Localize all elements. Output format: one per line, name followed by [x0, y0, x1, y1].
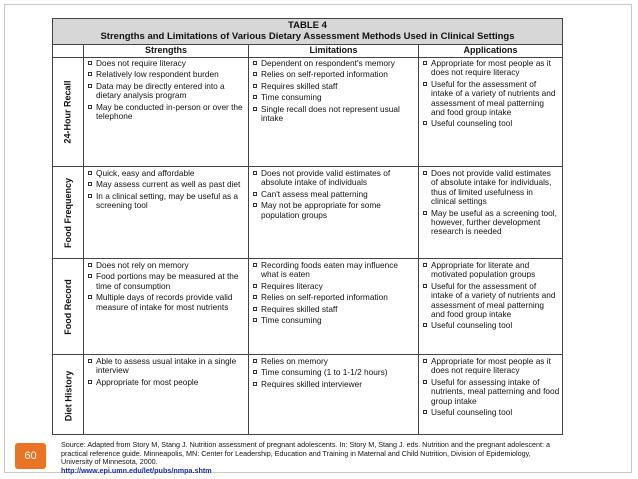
- bullet-item: Recording foods eaten may influence what is eaten: [252, 261, 415, 280]
- column-header-strengths: Strengths: [144, 45, 187, 55]
- bullet-item: Useful counseling tool: [422, 119, 560, 128]
- bullet-item: Useful counseling tool: [422, 408, 560, 417]
- bullet-item: Appropriate for most people as it does not require literacy: [422, 59, 560, 78]
- bullet-item: Useful counseling tool: [422, 321, 560, 330]
- source-link[interactable]: http://www.epi.umn.edu/let/pubs/nmpa.shtm: [61, 465, 212, 475]
- cell-strengths: [87, 357, 245, 389]
- bullet-item: Requires skilled interviewer: [252, 380, 415, 389]
- column-header-applications: Applications: [463, 45, 518, 55]
- bullet-item: Relies on self-reported information: [252, 70, 415, 79]
- bullet-item: Appropriate for most people: [87, 378, 245, 387]
- bullet-item: Relatively low respondent burden: [87, 70, 245, 79]
- row-label-text: Food Frequency: [63, 177, 74, 248]
- bullet-item: Dependent on respondent's memory: [252, 59, 415, 68]
- table-title: TABLE 4: [288, 20, 327, 31]
- cell-limitations: [252, 357, 415, 391]
- assessment-table: [52, 18, 563, 435]
- bullet-item: Does not rely on memory: [87, 261, 245, 270]
- cell-applications: [422, 357, 560, 419]
- bullet-item: Time consuming: [252, 93, 415, 102]
- bullet-item: Relies on memory: [252, 357, 415, 366]
- row-label-text: Diet History: [63, 370, 74, 421]
- bullet-item: Requires skilled staff: [252, 82, 415, 91]
- row-label: [53, 57, 83, 166]
- page-number-badge: 60: [15, 443, 46, 469]
- column-header-limitations: Limitations: [309, 45, 358, 55]
- cell-limitations: [252, 169, 415, 222]
- table-row: [53, 167, 562, 259]
- source-text: Source: Adapted from Story M, Stang J. Nutrition assessment of pregnant adolescents. In: Story M, Stang J. eds. Nutrition and the pregnant adolescent: a practical reference guide. Minneapolis, MN: Center for Leadership, Education and Training in Maternal and Child Nutrition, Division of Epidemiology, University of Minnesota, 2000.: [61, 440, 551, 467]
- bullet-item: Does not provide valid estimates of absolute intake for individuals, thus of limited usefulness in clinical settings: [422, 169, 560, 207]
- cell-strengths: [87, 59, 245, 123]
- bullet-item: Relies on self-reported information: [252, 293, 415, 302]
- bullet-item: Can't assess meal patterning: [252, 190, 415, 199]
- slide-frame: [4, 4, 632, 473]
- bullet-item: May not be appropriate for some population groups: [252, 201, 415, 220]
- bullet-item: Useful for assessing intake of nutrients, meal patterning and food group intake: [422, 378, 560, 406]
- row-label: [53, 167, 83, 258]
- bullet-item: Appropriate for most people as it does not require literacy: [422, 357, 560, 376]
- source-citation: [61, 441, 561, 475]
- row-label-text: Food Record: [63, 278, 73, 335]
- bullet-item: May assess current as well as past diet: [87, 180, 245, 189]
- table-row: [53, 57, 562, 167]
- bullet-item: Multiple days of records provide valid measure of intake for most nutrients: [87, 293, 245, 312]
- column-divider: [83, 44, 84, 434]
- bullet-item: Single recall does not represent usual intake: [252, 105, 415, 124]
- cell-strengths: [87, 261, 245, 314]
- cell-applications: [422, 59, 560, 131]
- cell-limitations: [252, 59, 415, 125]
- row-label: [53, 355, 83, 436]
- bullet-item: Useful for the assessment of intake of a variety of nutrients and assessment of meal patterning and food group intake: [422, 282, 560, 320]
- column-headers: [53, 44, 562, 58]
- cell-applications: [422, 261, 560, 333]
- cell-limitations: [252, 261, 415, 327]
- table-header: [53, 19, 562, 45]
- column-divider: [418, 44, 419, 434]
- row-label-text: 24-Hour Recall: [63, 79, 73, 144]
- bullet-item: Time consuming (1 to 1-1/2 hours): [252, 368, 415, 377]
- bullet-item: May be conducted in-person or over the telephone: [87, 103, 245, 122]
- bullet-item: Time consuming: [252, 316, 415, 325]
- bullet-item: Data may be directly entered into a dietary analysis program: [87, 82, 245, 101]
- cell-applications: [422, 169, 560, 239]
- bullet-item: Useful for the assessment of intake of a variety of nutrients and assessment of meal patterning and food group intake: [422, 80, 560, 118]
- bullet-item: Requires literacy: [252, 282, 415, 291]
- table-row: [53, 259, 562, 355]
- column-divider: [248, 44, 249, 434]
- table-subtitle: Strengths and Limitations of Various Dietary Assessment Methods Used in Clinical Settings: [100, 31, 515, 42]
- bullet-item: Able to assess usual intake in a single interview: [87, 357, 245, 376]
- bullet-item: Quick, easy and affordable: [87, 169, 245, 178]
- cell-strengths: [87, 169, 245, 213]
- bullet-item: Appropriate for literate and motivated population groups: [422, 261, 560, 280]
- table-row: [53, 355, 562, 436]
- bullet-item: Requires skilled staff: [252, 305, 415, 314]
- bullet-item: Food portions may be measured at the time of consumption: [87, 272, 245, 291]
- bullet-item: Does not require literacy: [87, 59, 245, 68]
- bullet-item: Does not provide valid estimates of absolute intake of individuals: [252, 169, 415, 188]
- bullet-item: May be useful as a screening tool, however, further development research is needed: [422, 209, 560, 237]
- row-label: [53, 259, 83, 354]
- bullet-item: In a clinical setting, may be useful as a screening tool: [87, 192, 245, 211]
